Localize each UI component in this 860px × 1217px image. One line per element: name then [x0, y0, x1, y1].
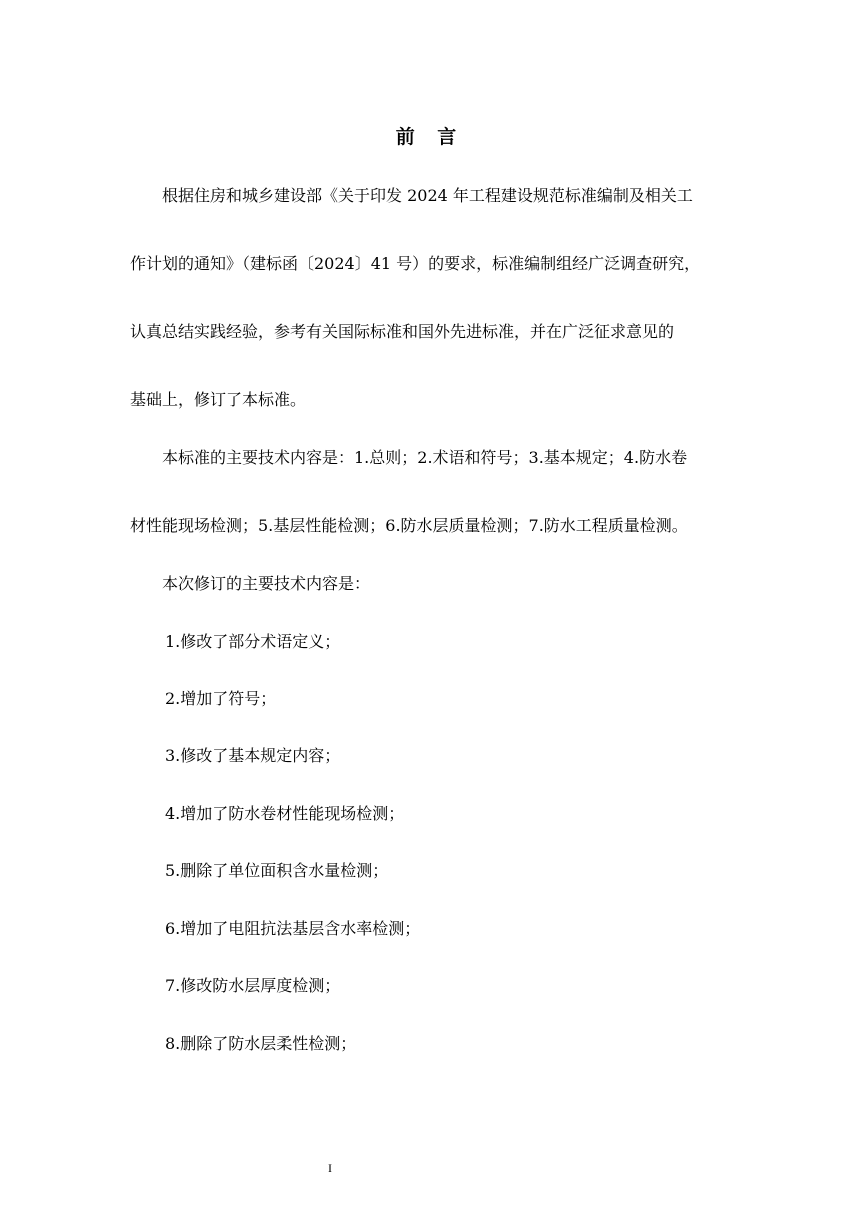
revision-item-2: 2.增加了符号；: [165, 689, 277, 708]
paragraph1-line3: 认真总结实践经验，参考有关国际标准和国外先进标准，并在广泛征求意见的: [130, 322, 675, 341]
revision-item-7: 7.修改防水层厚度检测；: [165, 976, 341, 995]
revision-item-8: 8.删除了防水层柔性检测；: [165, 1034, 357, 1053]
page-number: I: [328, 1161, 332, 1175]
revision-item-3: 3.修改了基本规定内容；: [165, 746, 341, 765]
revision-intro: 本次修订的主要技术内容是：: [162, 574, 371, 593]
paragraph1-line4: 基础上，修订了本标准。: [130, 390, 307, 409]
paragraph1-line2: 作计划的通知》（建标函〔2024〕41 号）的要求，标准编制组经广泛调查研究，: [130, 254, 701, 273]
paragraph1-line1: 根据住房和城乡建设部《关于印发 2024 年工程建设规范标准编制及相关工: [162, 186, 693, 205]
revision-item-6: 6.增加了电阻抗法基层含水率检测；: [165, 919, 421, 938]
revision-item-1: 1.修改了部分术语定义；: [165, 632, 341, 651]
paragraph2-line1: 本标准的主要技术内容是：1.总则；2.术语和符号；3.基本规定；4.防水卷: [162, 448, 688, 467]
revision-item-5: 5.删除了单位面积含水量检测；: [165, 861, 389, 880]
revision-item-4: 4.增加了防水卷材性能现场检测；: [165, 804, 405, 823]
paragraph2-line2: 材性能现场检测；5.基层性能检测；6.防水层质量检测；7.防水工程质量检测。: [130, 516, 688, 535]
page-title: 前 言: [395, 126, 465, 148]
